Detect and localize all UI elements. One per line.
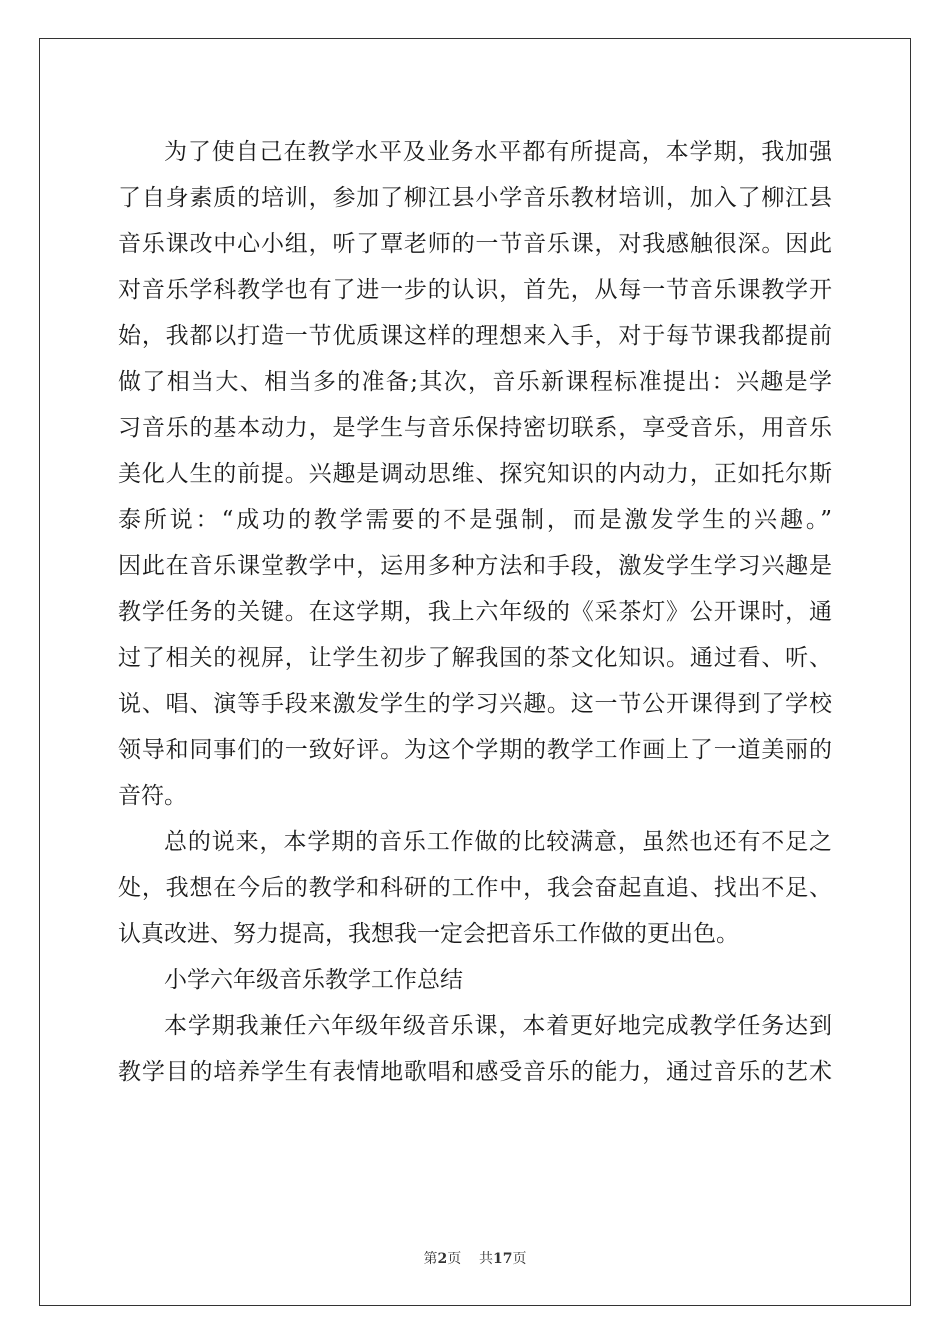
text-line: 习音乐的基本动力，是学生与音乐保持密切联系，享受音乐，用音乐: [118, 415, 832, 441]
text-line: 音乐课改中心小组，听了覃老师的一节音乐课，对我感触很深。因此: [118, 231, 832, 257]
text-line: 本学期我兼任六年级年级音乐课，本着更好地完成教学任务达到: [164, 1013, 832, 1039]
text-line: 领导和同事们的一致好评。为这个学期的教学工作画上了一道美丽的: [118, 737, 832, 763]
text-line: 做了相当大、相当多的准备;其次，音乐新课程标准提出：兴趣是学: [118, 369, 832, 395]
text-line: 说、唱、演等手段来激发学生的学习兴趣。这一节公开课得到了学校: [118, 691, 832, 717]
text-line: 为了使自己在教学水平及业务水平都有所提高，本学期，我加强: [164, 139, 832, 165]
section-heading: 小学六年级音乐教学工作总结: [164, 967, 463, 993]
text-line: 音符。: [118, 783, 187, 809]
text-line: 教学任务的关键。在这学期，我上六年级的《采茶灯》公开课时，通: [118, 599, 832, 625]
text-line: 始，我都以打造一节优质课这样的理想来入手，对于每节课我都提前: [118, 323, 832, 349]
page-prefix: 第: [423, 1251, 438, 1267]
page-unit: 页: [447, 1251, 462, 1267]
total-unit: 页: [512, 1251, 527, 1267]
text-line: 美化人生的前提。兴趣是调动思维、探究知识的内动力，正如托尔斯: [118, 461, 832, 487]
text-line: 泰所说：“成功的教学需要的不是强制，而是激发学生的兴趣。”: [118, 507, 832, 533]
text-line: 认真改进、努力提高，我想我一定会把音乐工作做的更出色。: [118, 921, 739, 947]
text-line: 总的说来，本学期的音乐工作做的比较满意，虽然也还有不足之: [164, 829, 832, 855]
total-prefix: 共: [479, 1251, 494, 1267]
document-body: [118, 129, 832, 1095]
current-page-number: 2: [437, 1251, 448, 1267]
text-line: 了自身素质的培训，参加了柳江县小学音乐教材培训，加入了柳江县: [118, 185, 832, 211]
text-line: 处，我想在今后的教学和科研的工作中，我会奋起直追、找出不足、: [118, 875, 832, 901]
text-line: 教学目的培养学生有表情地歌唱和感受音乐的能力，通过音乐的艺术: [118, 1059, 832, 1085]
page-footer: [0, 1248, 950, 1268]
text-line: 过了相关的视屏，让学生初步了解我国的茶文化知识。通过看、听、: [118, 645, 832, 671]
text-line: 对音乐学科教学也有了进一步的认识，首先，从每一节音乐课教学开: [118, 277, 832, 303]
total-page-number: 17: [493, 1251, 513, 1267]
text-line: 因此在音乐课堂教学中，运用多种方法和手段，激发学生学习兴趣是: [118, 553, 832, 579]
